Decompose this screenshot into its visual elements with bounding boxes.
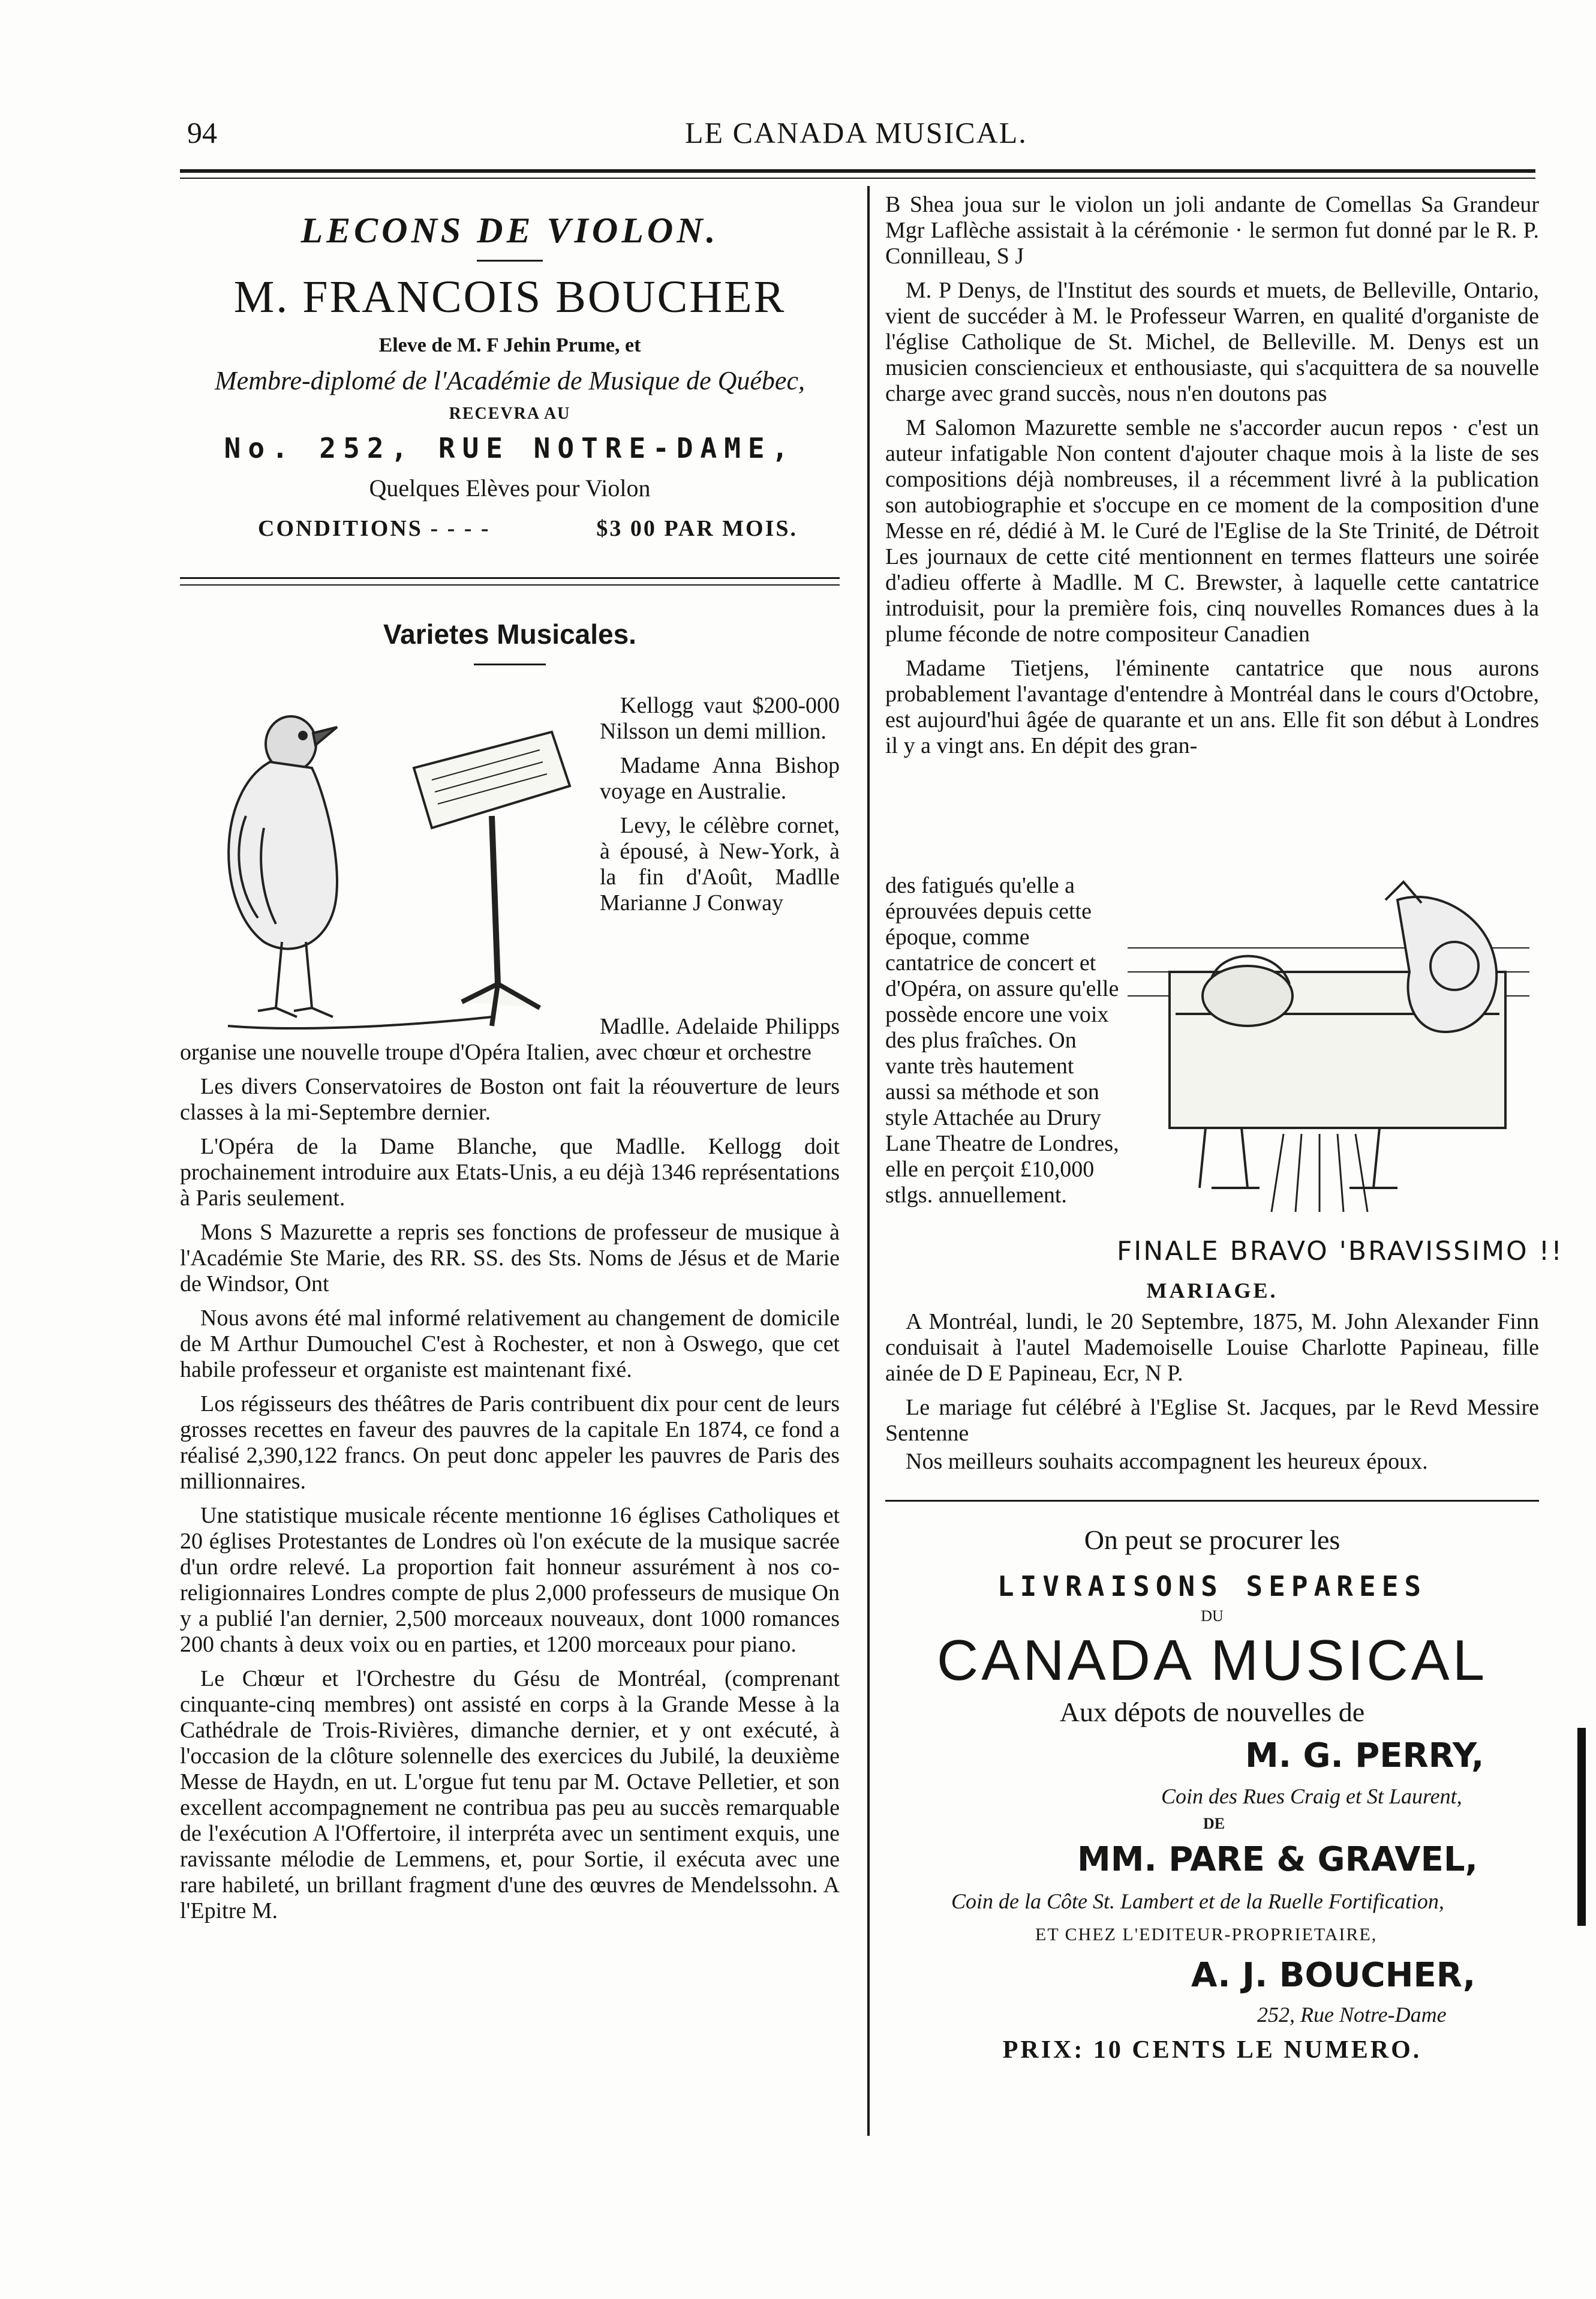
note-boston: Les divers Conservatoires de Boston ont fait la réouverture de leurs classes à la mi-Septembre dernier. [180, 1074, 840, 1125]
promo-rule [885, 1500, 1539, 1502]
music-stand [414, 732, 570, 1026]
note-dame-blanche: L'Opéra de la Dame Blanche, que Madlle. Kellogg doit prochainement introduire aux Etats-Unis, a eu déjà 1346 représentations à Paris seulement. [180, 1134, 840, 1211]
finale-cartoon-illustration [1122, 876, 1541, 1260]
mariage-title: MARIAGE. [1146, 1278, 1278, 1302]
promo-notice [885, 1524, 1539, 2064]
promo-line-3: DU [1201, 1607, 1224, 1625]
advert-conditions [258, 515, 798, 542]
promo-price: PRIX: 10 CENTS LE NUMERO. [1002, 2036, 1422, 2064]
advert-pupils: Quelques Elèves pour Violon [369, 475, 651, 502]
note-kellogg: Kellogg vaut $200-000 Nilsson un demi million. [600, 693, 840, 744]
varietes-body [180, 1014, 840, 1932]
header-rule [180, 169, 1535, 173]
varietes-wrap [600, 693, 840, 925]
promo-canada-musical: CANADA MUSICAL [936, 1628, 1488, 1692]
advert-address: No. 252, RUE NOTRE-DAME, [224, 432, 796, 464]
note-gesu: Le Chœur et l'Orchestre du Gésu de Montréal, (comprenant cinquante-cinq membres) ont assisté en corps à la Grande Messe à la Cathédrale de Trois-Rivières, dimanche dernier, et y ont exécuté, à l'occasion de la clôture solennelle des exercices du Jubilé, la deuxième Messe de Haydn, en ut. L'orgue fut tenu par M. Octave Pelletier, et son excellent accompagnement ne contribua pas peu au succès remarquable de l'exécution A l'Offertoire, il interpréta avec un sentiment exquis, une ravissante mélodie de Lemmens, et, pour Sortie, il exécuta avec une rare habileté, un brillant fragment d'une des œuvres de Mendelssohn. A l'Epitre M. [180, 1666, 840, 1923]
advert-pupil-of: Eleve de M. F Jehin Prume, et [378, 334, 641, 356]
conditions-label: CONDITIONS - - - - [258, 516, 491, 541]
advert-title: LECONS DE VIOLON. [300, 211, 719, 250]
note-statistique: Une statistique musicale récente mentionne 16 églises Catholiques et 20 églises Protestantes de Londres où l'on exécute de la musique sacrée d'un ordre relevé. La proportion fait honneur assurément à nos co-religionnaires Londres compte de plus 2,000 professeurs de musique On y a publié l'an dernier, 2,500 morceaux nouveaux, dont 1000 romances 200 chants à deux voix ou en parties, et 1200 morceaux pour piano. [180, 1503, 840, 1657]
note-phillips: Madlle. Adelaide Philipps organise une nouvelle troupe d'Opéra Italien, avec chœur et orchestre [180, 1014, 840, 1065]
note-bishop: Madame Anna Bishop voyage en Australie. [600, 753, 840, 804]
mariage-text-3: Nos meilleurs souhaits accompagnent les heureux époux. [906, 1449, 1428, 1474]
advert-divider [477, 260, 543, 262]
promo-depots: Aux dépots de nouvelles de [1059, 1697, 1365, 1727]
mariage-section [885, 1278, 1539, 1483]
note-denys: M. P Denys, de l'Institut des sourds et muets, de Belleville, Ontario, vient de succéder à M. le Professeur Warren, en qualité d'organiste de l'église Catholique de St. Michel, de Belleville. M. Denys est un musicien consciencieux et enthousiaste, qui s'acquittera de sa nouvelle charge avec grand succès, nous n'en doutons pas [885, 278, 1539, 406]
dealer-pare-address: Coin de la Côte St. Lambert et de la Ruelle Fortification, [951, 1889, 1444, 1913]
note-tietjens-cont: des fatigués qu'elle a éprouvées depuis cette époque, comme cantatrice de concert et d'Opéra, on assure qu'elle possède encore une voix des plus fraîches. On vante très hautement aussi sa méthode et son style Attachée au Drury Lane Theatre de Londres, elle en perçoit £10,000 stlgs. annuellement. [885, 873, 1119, 1208]
dealer-boucher: A. J. BOUCHER, [1191, 1956, 1476, 1995]
note-mazurette: Mons S Mazurette a repris ses fonctions de professeur de musique à l'Académie Ste Marie, des RR. SS. des Sts. Noms de Jésus et de Marie de Windsor, Ont [180, 1220, 840, 1296]
header-rule-thin [180, 178, 1535, 179]
advert-rule [180, 577, 840, 579]
varietes-section [180, 618, 840, 665]
cartoon-caption: FINALE BRAVO 'BRAVISSIMO !! [1117, 1236, 1564, 1266]
column-divider [867, 186, 870, 2136]
chick-music-stand-illustration [180, 690, 600, 1068]
advert-membership: Membre-diplomé de l'Académie de Musique de Québec, [215, 366, 805, 395]
scan-margin-mark [1577, 1728, 1586, 1926]
note-tietjens: Madame Tietjens, l'éminente cantatrice que nous aurons probablement l'avantage d'entendre à Montréal dans le cours d'Octobre, est aujourd'hui âgée de quarante et un ans. Elle fit son début à Londres il y a vingt ans. En dépit des gran- [885, 656, 1539, 758]
advert-rule-thin [180, 584, 840, 586]
promo-de: DE [1203, 1815, 1225, 1832]
advert-teacher-name: M. FRANCOIS BOUCHER [233, 272, 786, 322]
note-levy: Levy, le célèbre cornet, à épousé, à New-York, à la fin d'Août, Madlle Marianne J Conway [600, 813, 840, 916]
dealer-perry: M. G. PERRY, [1245, 1736, 1484, 1775]
tietjens-continued [885, 873, 1119, 1217]
dealer-perry-address: Coin des Rues Craig et St Laurent, [1161, 1784, 1462, 1808]
violin-lessons-advert [180, 210, 840, 542]
note-salomon: M Salomon Mazurette semble ne s'accorder aucun repos · c'est un auteur infatigable Non content d'ajouter chaque mois à la liste de ses compositions déjà nombreuses, il a récemment livré à la publication son autobiographie et s'occupe en ce moment de la composition d'une Messe en ré, dédié à M. le Curé de l'Eglise de la Ste Trinité, de Détroit Les journaux de cette cité mentionnent en termes flatteurs une soirée d'adieu offerte à Madlle. M C. Brewster, à laquelle cette cantatrice introduisit, pour la première fois, cinq nouvelles Romances dues à la plume féconde de notre compositeur Canadien [885, 415, 1539, 647]
conditions-value: $3 00 PAR MOIS. [596, 516, 798, 541]
mariage-text-2: Le mariage fut célébré à l'Eglise St. Jacques, par le Revd Messire Sentenne [885, 1395, 1539, 1446]
note-dumouchel: Nous avons été mal informé relativement au changement de domicile de M Arthur Dumouchel C'est à Rochester, et non à Oswego, que cet habile professeur et organiste est maintenant fixé. [180, 1305, 840, 1382]
dealer-boucher-address: 252, Rue Notre-Dame [1257, 2003, 1447, 2027]
page-number: 94 [187, 116, 217, 149]
right-column-text [885, 192, 1539, 759]
note-shea: B Shea joua sur le violon un joli andante de Comellas Sa Grandeur Mgr Laflèche assistait à la cérémonie · le sermon fut donné par le R. P. Connilleau, S J [885, 192, 1539, 269]
advert-receives: RECEVRA AU [449, 404, 571, 423]
dealer-pare-gravel: MM. PARE & GRAVEL, [1077, 1840, 1478, 1879]
promo-line-1: On peut se procurer les [1084, 1524, 1340, 1555]
section-divider [474, 664, 546, 665]
mariage-text: A Montréal, lundi, le 20 Septembre, 1875, M. John Alexander Finn conduisait à l'autel Mademoiselle Louise Charlotte Papineau, fille ainée de D E Papineau, Ecr, N P. [885, 1309, 1539, 1386]
promo-line-2: LIVRAISONS SEPAREES [997, 1570, 1427, 1602]
promo-editeur: ET CHEZ L'EDITEUR-PROPRIETAIRE, [1035, 1925, 1378, 1944]
running-head: LE CANADA MUSICAL. [685, 116, 1027, 149]
note-regisseurs: Los régisseurs des théâtres de Paris contribuent dix pour cent de leurs grosses recettes en faveur des pauvres de la capitale En 1874, ce fond a réalisé 2,390,122 francs. On peut donc appeler les pauvres de Paris des millionnaires. [180, 1391, 840, 1494]
section-title: Varietes Musicales. [383, 619, 636, 650]
